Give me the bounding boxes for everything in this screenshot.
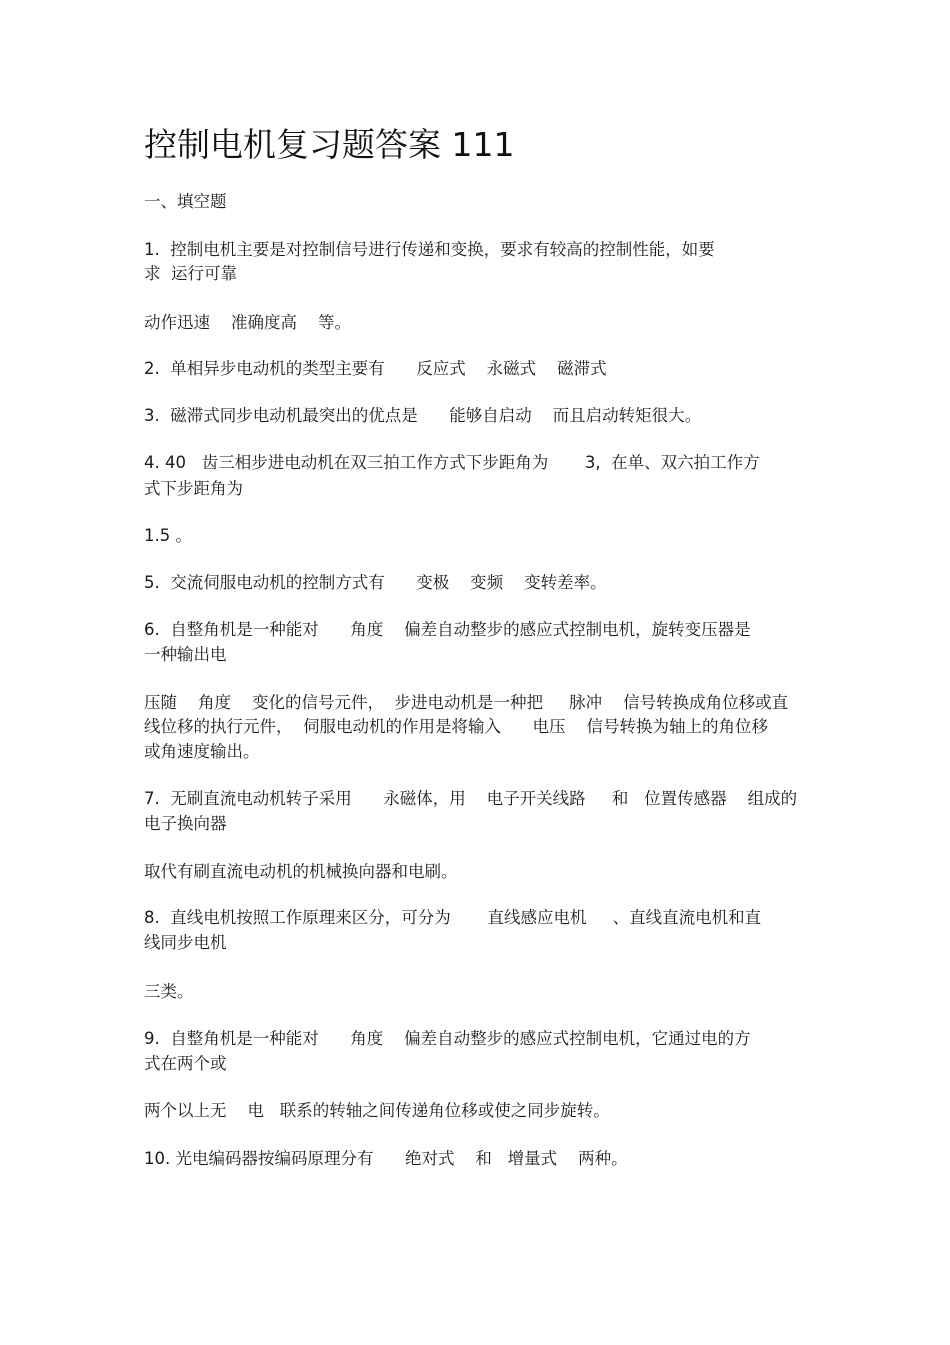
text-line: 1.5 。 xyxy=(144,526,192,545)
text-line: 线同步电机 xyxy=(144,933,227,952)
text-line: 取代有刷直流电动机的机械换向器和电刷。 xyxy=(144,862,458,881)
text-line: 10. 光电编码器按编码原理分有 绝对式 和 增量式 两种。 xyxy=(144,1149,628,1168)
text-line: 求 运行可靠 xyxy=(144,264,237,283)
text-line: 一种输出电 xyxy=(144,645,227,664)
text-line: 2. 单相异步电动机的类型主要有 反应式 永磁式 磁滞式 xyxy=(144,359,607,378)
text-line: 8. 直线电机按照工作原理来区分，可分为 直线感应电机 、直线直流电机和直 xyxy=(144,908,762,927)
text-line: 6. 自整角机是一种能对 角度 偏差自动整步的感应式控制电机，旋转变压器是 xyxy=(144,620,751,639)
text-line: 1. 控制电机主要是对控制信号进行传递和变换，要求有较高的控制性能，如要 xyxy=(144,240,715,259)
text-line: 动作迅速 准确度高 等。 xyxy=(144,313,351,332)
text-line: 9. 自整角机是一种能对 角度 偏差自动整步的感应式控制电机，它通过电的方 xyxy=(144,1029,751,1048)
text-line: 7. 无刷直流电动机转子采用 永磁体，用 电子开关线路 和 位置传感器 组成的 xyxy=(144,789,798,808)
text-line: 式在两个或 xyxy=(144,1054,227,1073)
text-line: 式下步距角为 xyxy=(144,479,243,498)
text-line: 三类。 xyxy=(144,982,194,1001)
text-line: 两个以上无 电 联系的转轴之间传递角位移或使之同步旋转。 xyxy=(144,1101,610,1120)
text-line: 3. 磁滞式同步电动机最突出的优点是 能够自启动 而且启动转矩很大。 xyxy=(144,406,702,425)
document-title: 控制电机复习题答案 111 xyxy=(144,125,515,164)
section-heading: 一、填空题 xyxy=(144,192,227,211)
text-line: 压随 角度 变化的信号元件， 步进电动机是一种把 脉冲 信号转换成角位移或直 xyxy=(144,693,789,712)
text-line: 或角速度输出。 xyxy=(144,742,260,761)
text-line: 5. 交流伺服电动机的控制方式有 变极 变频 变转差率。 xyxy=(144,573,607,592)
text-line: 线位移的执行元件， 伺服电动机的作用是将输入 电压 信号转换为轴上的角位移 xyxy=(144,717,768,736)
text-line: 4. 40 齿三相步进电动机在双三拍工作方式下步距角为 3, 在单、双六拍工作方 xyxy=(144,453,760,472)
text-line: 电子换向器 xyxy=(144,814,227,833)
